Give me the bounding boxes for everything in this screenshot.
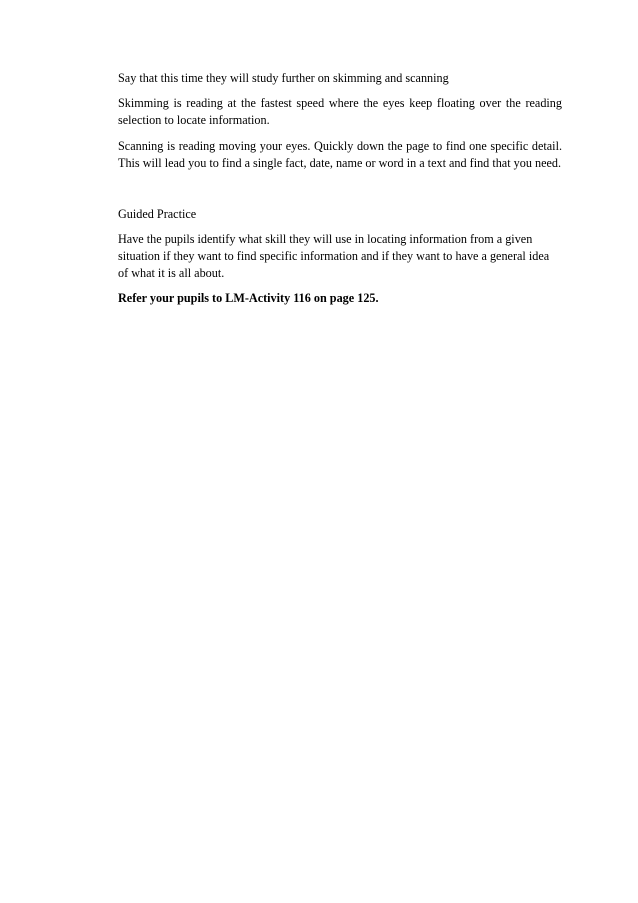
guided-practice-paragraph: Have the pupils identify what skill they will use in locating information from a given situation if they want to find specific information and if they want to have a general idea of what it is all about. [118, 232, 550, 280]
page-content [118, 70, 562, 307]
refer-instruction: Refer your pupils to LM-Activity 116 on page 125. [118, 291, 379, 305]
scanning-paragraph: Scanning is reading moving your eyes. Quickly down the page to find one specific detail. This will lead you to find a single fact, date, name or word in a text and find that you need. [118, 139, 562, 170]
guided-practice-heading: Guided Practice [118, 207, 197, 221]
intro-paragraph: Say that this time they will study further on skimming and scanning [118, 71, 449, 85]
skimming-paragraph: Skimming is reading at the fastest speed where the eyes keep floating over the reading selection to locate information. [118, 96, 562, 127]
